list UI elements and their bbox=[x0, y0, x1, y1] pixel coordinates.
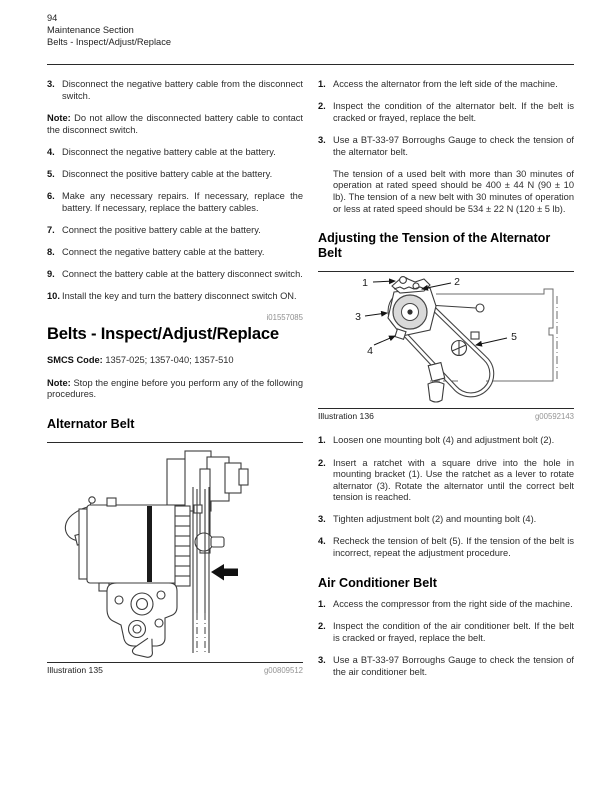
note-paragraph bbox=[47, 378, 303, 401]
step-text: Install the key and turn the battery disconnect switch ON. bbox=[62, 290, 297, 301]
step-text: Make any necessary repairs. If necessary, replace the battery. If necessary, replace the battery cables. bbox=[62, 190, 303, 213]
caption-ref: g00809512 bbox=[263, 666, 303, 676]
step-text: Loosen one mounting bolt (4) and adjustment bolt (2). bbox=[333, 435, 555, 446]
two-column-layout bbox=[47, 79, 574, 688]
adjust-step bbox=[318, 514, 574, 526]
illustration-135 bbox=[47, 442, 303, 663]
engine-block-outline bbox=[430, 289, 557, 381]
battery-step bbox=[47, 291, 303, 303]
page-header bbox=[47, 0, 574, 65]
caption-label: Illustration 136 bbox=[318, 411, 374, 422]
step-text: Tighten adjustment bolt (2) and mounting bolt (4). bbox=[333, 514, 537, 525]
callout-5: 5 bbox=[511, 331, 517, 344]
step-number: 3. bbox=[47, 79, 55, 90]
step-text: Access the compressor from the right side of the machine. bbox=[333, 599, 573, 610]
step-number: 2. bbox=[318, 457, 326, 468]
illustration-136-caption bbox=[318, 411, 574, 421]
article-title: Belts - Inspect/Adjust/Replace bbox=[47, 324, 279, 344]
step-number: 3. bbox=[318, 655, 326, 666]
callout-2: 2 bbox=[454, 276, 460, 289]
step-text: Access the alternator from the left side of the machine. bbox=[333, 79, 558, 90]
header-rule bbox=[47, 64, 574, 65]
battery-step bbox=[47, 147, 303, 159]
page-content bbox=[47, 0, 574, 689]
step-number: 3. bbox=[318, 135, 326, 146]
step-text: Use a BT-33-97 Borroughs Gauge to check the tension of the air conditioner belt. bbox=[333, 655, 574, 677]
callout-4: 4 bbox=[367, 345, 373, 358]
adjusting-heading: Adjusting the Tension of the Alternator Belt bbox=[318, 231, 551, 260]
illustration-136 bbox=[318, 271, 574, 409]
ac-step bbox=[318, 599, 574, 611]
callout-numbers bbox=[355, 276, 517, 357]
mounting-bracket bbox=[107, 583, 177, 646]
step-number: 4. bbox=[47, 146, 55, 157]
step-text: Connect the negative battery cable at the battery. bbox=[62, 246, 265, 257]
callout-3: 3 bbox=[355, 311, 361, 324]
smcs-label: SMCS Code: bbox=[47, 355, 103, 366]
step-number: 3. bbox=[318, 514, 326, 525]
smcs-value: 1357-025; 1357-040; 1357-510 bbox=[105, 355, 234, 366]
step-number: 1. bbox=[318, 599, 326, 610]
step-number: 6. bbox=[47, 190, 55, 201]
doc-id: i01557085 bbox=[266, 313, 303, 323]
step-number: 4. bbox=[318, 536, 326, 547]
belt-arrow-icon bbox=[211, 564, 238, 581]
tension-paragraph: The tension of a used belt with more than 30 minutes of operation at rated speed should be 400 ± 44 N (90 ± 10 lb). The tension of a new belt with 30 minutes of operation or less at rated speed should be 534 ± 22 N (120 ± 5 lb). bbox=[333, 168, 574, 214]
step-text: Disconnect the negative battery cable at the battery. bbox=[62, 146, 276, 157]
battery-step bbox=[47, 247, 303, 259]
header-subsection: Belts - Inspect/Adjust/Replace bbox=[47, 36, 172, 47]
step-number: 8. bbox=[47, 246, 55, 257]
alternator-body bbox=[79, 498, 179, 591]
caption-label: Illustration 135 bbox=[47, 665, 103, 676]
step-number: 9. bbox=[47, 268, 55, 279]
step-number: 2. bbox=[318, 101, 326, 112]
step-text: Inspect the condition of the air conditioner belt. If the belt is cracked or frayed, replace the belt. bbox=[333, 621, 574, 643]
smcs-code bbox=[47, 355, 303, 367]
step-number: 5. bbox=[47, 168, 55, 179]
left-column bbox=[47, 79, 303, 688]
step-number: 10. bbox=[47, 290, 60, 301]
note-text: Do not allow the disconnected battery cable to contact the disconnect switch. bbox=[47, 113, 303, 135]
illustration-135-drawing bbox=[47, 443, 303, 662]
alternator-step bbox=[318, 135, 574, 158]
battery-step bbox=[47, 169, 303, 181]
step-text: Recheck the tension of belt (5). If the tension of the belt is incorrect, repeat the adjustment procedure. bbox=[333, 536, 574, 559]
step-text: Connect the positive battery cable at the battery. bbox=[62, 224, 261, 235]
illustration-135-caption bbox=[47, 665, 303, 675]
illustration-136-drawing bbox=[318, 272, 574, 408]
ac-belt-heading: Air Conditioner Belt bbox=[318, 575, 437, 590]
ac-step bbox=[318, 621, 574, 644]
battery-step bbox=[47, 225, 303, 237]
battery-step bbox=[47, 269, 303, 281]
page-number: 94 bbox=[47, 13, 58, 23]
step-number: 1. bbox=[318, 435, 326, 446]
alternator-assembly bbox=[388, 277, 436, 340]
adjust-step bbox=[318, 458, 574, 504]
header-section: Maintenance Section bbox=[47, 24, 134, 35]
step-text: Inspect the condition of the alternator belt. If the belt is cracked or frayed, replace the belt. bbox=[333, 101, 574, 124]
step-text: Disconnect the positive battery cable at the battery. bbox=[62, 168, 273, 179]
adjust-step bbox=[318, 435, 574, 447]
step-text: Use a BT-33-97 Borroughs Gauge to check the tension of the alternator belt. bbox=[333, 135, 574, 157]
step-text: Disconnect the negative battery cable from the disconnect switch. bbox=[62, 79, 303, 101]
callout-1: 1 bbox=[362, 277, 368, 290]
alternator-belt-heading: Alternator Belt bbox=[47, 416, 135, 431]
step-text: Insert a ratchet with a square drive into the hole in mounting bracket (1). Use the ratchet as a lever to rotate alternator (3). Rotate the alternator until the correct belt tension is reached. bbox=[333, 457, 574, 503]
step-number: 1. bbox=[318, 79, 326, 90]
adjust-step bbox=[318, 536, 574, 559]
ac-step bbox=[318, 655, 574, 678]
note-paragraph bbox=[47, 113, 303, 136]
alternator-step bbox=[318, 101, 574, 124]
step-number: 2. bbox=[318, 621, 326, 632]
step-text: Connect the battery cable at the battery disconnect switch. bbox=[62, 268, 303, 279]
note-label: Note: bbox=[47, 113, 71, 124]
note-text: Stop the engine before you perform any of the following procedures. bbox=[47, 377, 304, 400]
battery-step bbox=[47, 79, 303, 102]
note-label: Note: bbox=[47, 377, 71, 388]
battery-step bbox=[47, 191, 303, 214]
step-number: 7. bbox=[47, 224, 55, 235]
right-column bbox=[318, 79, 574, 688]
caption-ref: g00592143 bbox=[534, 412, 574, 422]
alternator-step bbox=[318, 79, 574, 91]
